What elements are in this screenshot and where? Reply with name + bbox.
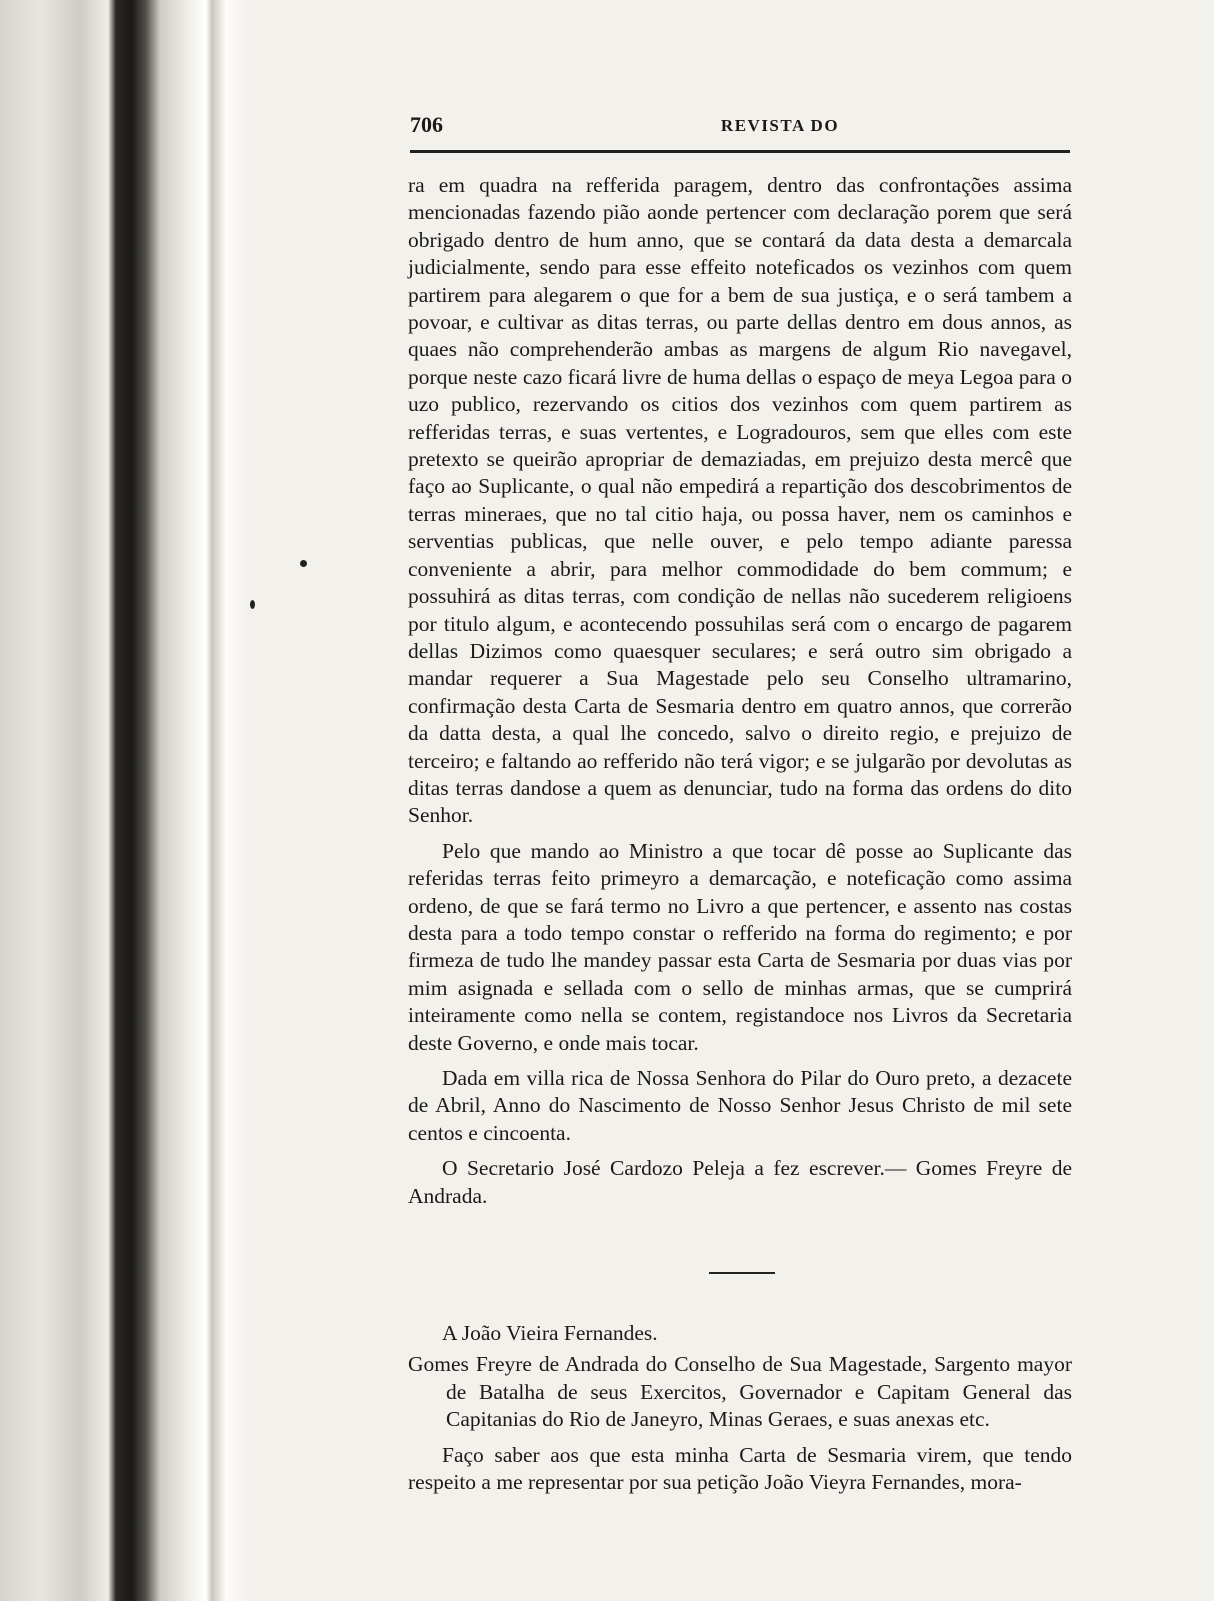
book-gutter (0, 0, 250, 1601)
paragraph-opening: Faço saber aos que esta minha Carta de Sesmaria virem, que tendo respeito a me representar por sua petição João Vieyra Fernandes, mora- (408, 1442, 1072, 1495)
paragraph-continuation: ra em quadra na refferida paragem, dentro das confrontações assima mencionadas fazendo pião aonde pertencer com declaração porem que será obrigado dentro de hum anno, que se contará da data desta a demarcala judicialmente, sendo para esse effeito noteficados os vezinhos com quem partirem para alegarem o que for a bem de sua justiça, e o será tambem a povoar, e cultivar as ditas terras, ou parte dellas dentro em dous annos, as quaes não comprehenderão ambas as margens de algum Rio navegavel, porque neste cazo ficará livre de huma dellas o espaço de meya Legoa para o uzo publico, rezervando os citios dos vezinhos com quem partirem as refferidas terras, e suas vertentes, e Logradouros, sem que elles com este pretexto se queirão apropriar de demaziadas, em prejuizo desta mercê que faço ao Suplicante, o qual não empedirá a repartição dos descobrimentos de terras mineraes, que no tal citio haja, ou possa haver, nem os caminhos e serventias publicas, que nelle ouver, e pelo tempo adiante paressa conveniente a abrir, para melhor commodidade do bem commum; e possuhirá as ditas terras, com condição de nellas não sucederem religioens por titulo algum, e acontecendo possuhilas será com o encargo de pagarem dellas Dizimos como quaesquer seculares; e será outro sim obrigado a mandar requerer a Sua Magestade pelo seu Conselho ultramarino, confirmação desta Carta de Sesmaria dentro em quatro annos, que correrão da datta desta, a qual lhe concedo, salvo o direito regio, e prejuizo de terceiro; e faltando ao refferido não terá vigor; e se julgarão por devolutas as ditas terras dandose a quem as denunciar, tudo na forma das ordens do dito Senhor. (408, 173, 1072, 828)
paragraph-order: Pelo que mando ao Ministro a que tocar dê posse ao Suplicante das referidas terras feito primeyro a demarcação, e noteficação como assima ordeno, de que se fará termo no Livro a que pertencer, e assento nas costas desta para a todo tempo constar o refferido na forma do regimento; e por firmeza de tudo lhe mandey passar esta Carta de Sesmaria por duas vias por mim asignada e sellada com o sello de minhas armas, que se cumprirá inteiramente como nella se contem, registandoce nos Livros da Secretaria deste Governo, e onde mais tocar. (408, 838, 1072, 1055)
header-rule (410, 150, 1070, 153)
paragraph-signature: O Secretario José Cardozo Peleja a fez escrever.— Gomes Freyre de Andrada. (408, 1156, 1072, 1208)
running-head (410, 112, 1070, 142)
body-text (408, 172, 1072, 1496)
paragraph-date: Dada em villa rica de Nossa Senhora do Pilar do Ouro preto, a dezacete de Abril, Anno do Nascimento de Nosso Senhor Jesus Christo de mil sete centos e cincoenta. (408, 1066, 1072, 1145)
page-number: 706 (410, 112, 443, 137)
print-speck (300, 560, 307, 567)
print-speck (250, 600, 255, 609)
book-page (250, 0, 1214, 1601)
section-separator (709, 1272, 775, 1274)
heading-paragraph: Gomes Freyre de Andrada do Conselho de Sua Magestade, Sargento mayor de Batalha de seus Exercitos, Governador e Capitam General das Capitanias do Rio de Janeyro, Minas Geraes, e suas anexas etc. (408, 1352, 1072, 1432)
journal-title: REVISTA DO (720, 116, 840, 135)
addressee: A João Vieira Fernandes. (442, 1321, 658, 1346)
